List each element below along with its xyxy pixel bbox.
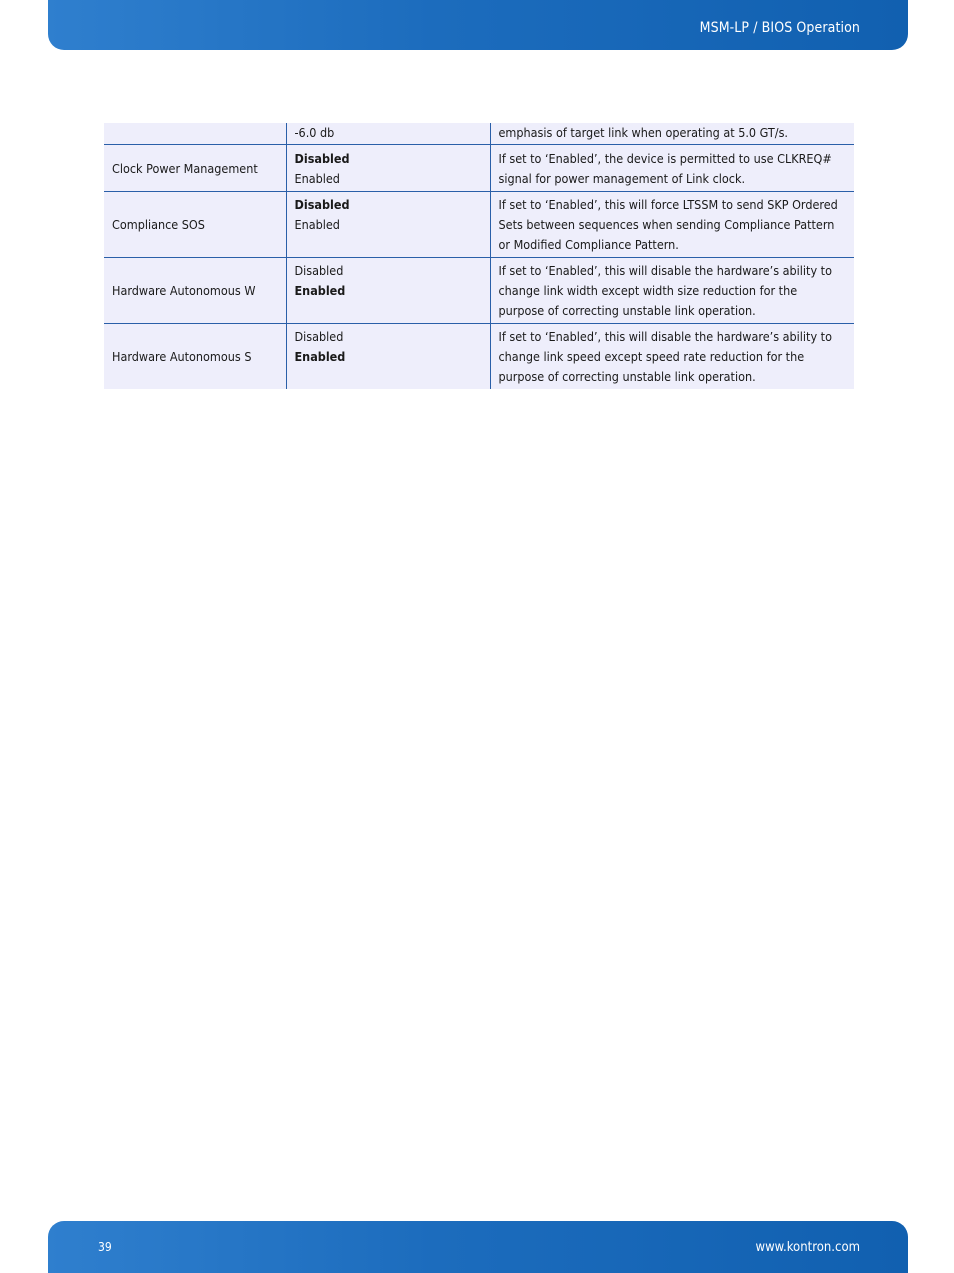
table-row [104,258,854,324]
option-value: Disabled [294,329,344,344]
setting-options [286,123,490,145]
setting-name: Hardware Autonomous S [104,324,286,390]
setting-options [286,192,490,258]
header-title: MSM-LP / BIOS Operation [699,20,860,36]
setting-description: emphasis of target link when operating at 5.0 GT/s. [490,123,854,145]
page-footer [48,1221,908,1273]
setting-description: If set to ‘Enabled’, this will disable the hardware’s ability to change link width except width size reduction for the purpose of correcting unstable link operation. [490,258,854,324]
setting-name: Hardware Autonomous W [104,258,286,324]
table-row [104,192,854,258]
page-header [48,0,908,50]
table-row [104,324,854,390]
table-row [104,123,854,145]
setting-options [286,145,490,192]
setting-options [286,258,490,324]
setting-description: If set to ‘Enabled’, the device is permitted to use CLKREQ# signal for power management of Link clock. [490,145,854,192]
setting-name [104,123,286,145]
setting-name: Clock Power Management [104,145,286,192]
setting-options [286,324,490,390]
option-value: Enabled [294,171,340,186]
option-value: -6.0 db [294,125,335,140]
bios-settings-table [104,123,854,389]
option-value-default: Enabled [294,283,346,298]
setting-description: If set to ‘Enabled’, this will force LTSSM to send SKP Ordered Sets between sequences when sending Compliance Pattern or Modified Compliance Pattern. [490,192,854,258]
setting-name: Compliance SOS [104,192,286,258]
page-number: 39 [98,1240,112,1254]
option-value: Disabled [294,263,344,278]
setting-description: If set to ‘Enabled’, this will disable the hardware’s ability to change link speed except speed rate reduction for the purpose of correcting unstable link operation. [490,324,854,390]
table-row [104,145,854,192]
option-value: Enabled [294,217,340,232]
option-value-default: Disabled [294,197,350,212]
option-value-default: Disabled [294,151,350,166]
website-link[interactable]: www.kontron.com [755,1240,860,1255]
option-value-default: Enabled [294,349,346,364]
